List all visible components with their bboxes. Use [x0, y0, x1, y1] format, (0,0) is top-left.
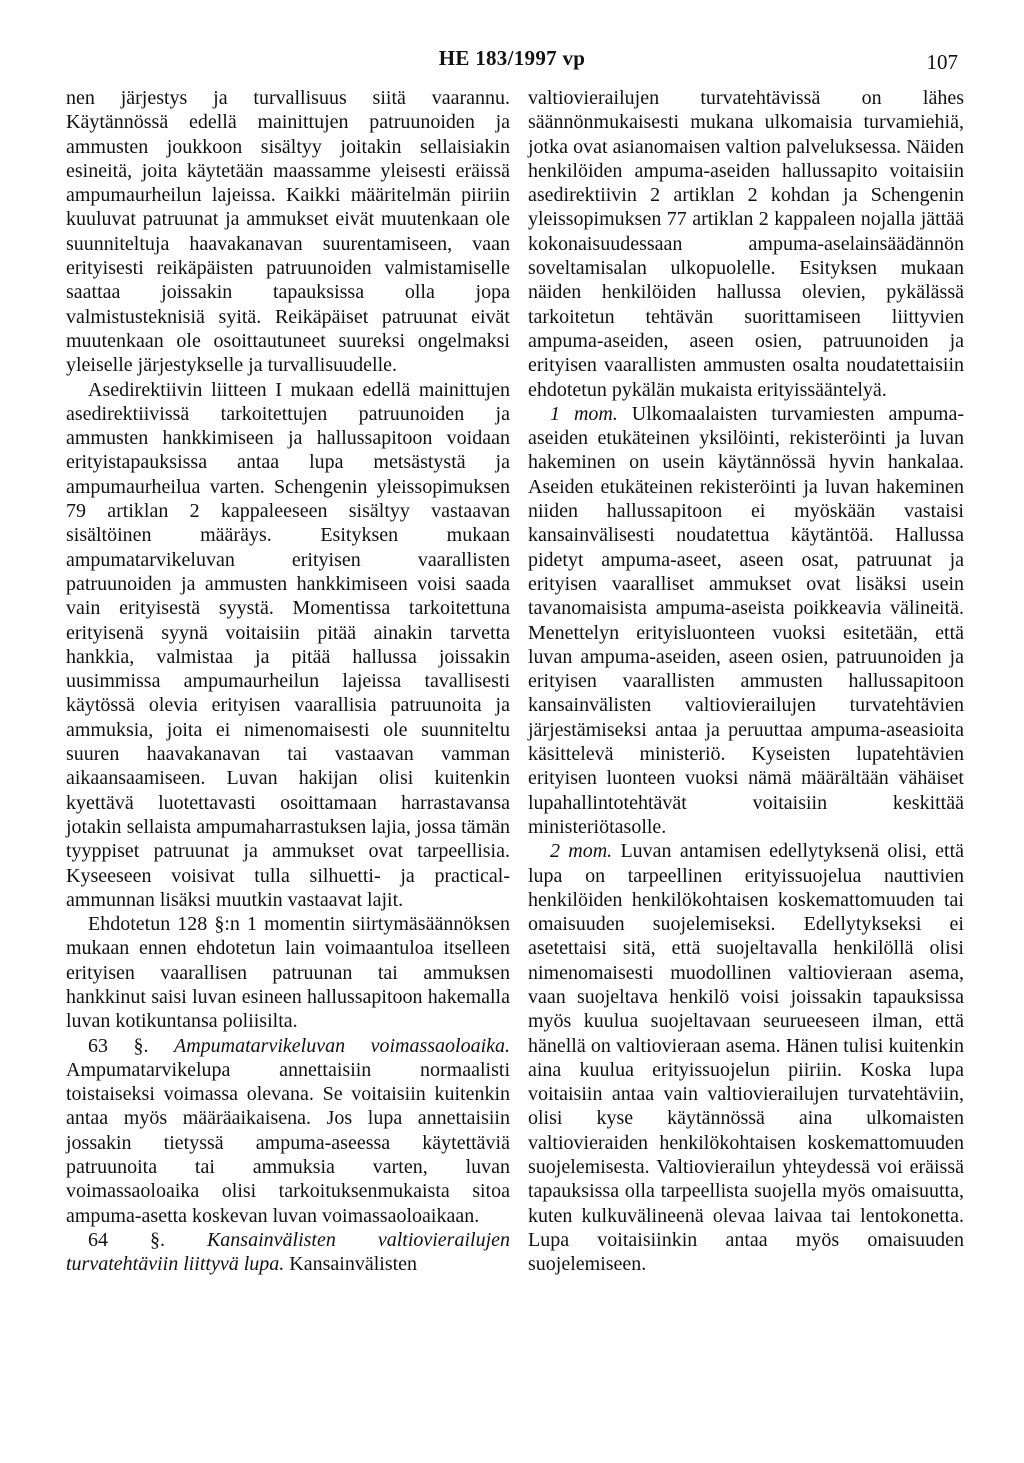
- section-number: 64 §.: [88, 1228, 165, 1251]
- moment-body: Luvan antamisen edellytyksenä olisi, että lupa on tarpeellinen erityissuojelua nauttivien henkilöiden henkilökohtaisen koskemattomuuden tai omaisuuden suojelemiseksi. Edellytykseksi ei asetettaisi sitä, että suojeltavalla henkilöllä olisi nimenomaisesti muodollinen valtiovieraan asema, vaan suojeltava henkilö voisi joissakin tapauksissa myös kuulua suojeltavaan seurueeseen ilman, että hänellä on valtiovieraan asema. Hänen tulisi kuitenkin aina kuulua erityissuojelun piiriin. Koska lupa voitaisiin antaa vain valtiovierailujen turvatehtäviin, olisi kyse käytännössä aina ulkomaisten valtiovieraiden henkilökohtaisen koskemattomuuden suojelemisesta. Valtiovierailun yhteydessä voi eräissä tapauksissa olla tarpeellista suojella myös omaisuutta, kuten kulkuvälineenä olevaa laivaa tai lentokonetta. Lupa voitaisiinkin antaa myös omaisuuden suojelemiseen.: [528, 840, 965, 1276]
- paragraph: valtiovierailujen turvatehtävissä on lähes säännönmukaisesti mukana ulkomaisia turvamiehiä, jotka ovat asianomaisen valtion palveluksessa. Näiden henkilöiden ampuma-aseiden hallussapito voitaisiin asedirektiivin 2 artiklan 2 kohdan ja Schengenin yleissopimuksen 77 artiklan 2 kappaleen nojalla jättää kokonaisuudessaan ampuma-aselainsäädännön soveltamisalan ulkopuolelle. Esityksen mukaan näiden henkilöiden hallussa olevien, pykälässä tarkoitetun tehtävän suorittamiseen liittyvien ampuma-aseiden, aseen osien, patruunoiden ja erityisen vaarallisten ammusten osalta noudatettaisiin ehdotetun pykälän mukaista erityissääntelyä.: [528, 87, 964, 401]
- page-number: 107: [926, 50, 958, 74]
- section-number: 63 §.: [88, 1034, 149, 1057]
- paragraph: Ehdotetun 128 §:n 1 momentin siirtymäsäännöksen mukaan ennen ehdotetun lain voimaantuloa itselleen erityisen vaarallisen patruunan tai ammuksen hankkinut saisi luvan esineen hallussapitoon hakemalla luvan kotikuntansa poliisilta.: [66, 913, 510, 1033]
- paragraph: Asedirektiivin liitteen I mukaan edellä mainittujen asedirektiivissä tarkoitettujen patruunoiden ja ammusten hankkimiseen ja hallussapitoon voidaan erityistapauksissa antaa lupa metsästystä ja ampumaurheilua varten. Schengenin yleissopimuksen 79 artiklan 2 kappaleeseen sisältyy vastaavan sisältöinen määräys. Esityksen mukaan ampumatarvikeluvan erityisen vaarallisten patruunoiden ja ammusten hankkimiseen voisi saada vain erityisestä syystä. Momentissa tarkoitettuna erityisenä syynä voitaisiin pitää ainakin tarvetta hankkia, valmistaa ja pitää hallussa joissakin uusimmissa ampumaurheilun lajeissa tavallisesti käytössä olevia erityisen vaarallisia patruunoita ja ammuksia, joita ei nimenomaisesti ole suunniteltu suuren haavakanavan tai vastaavan vamman aikaansaamiseen. Luvan hakijan olisi kuitenkin kyettävä luotettavasti osoittamaan harrastavansa jotakin sellaista ampumaharrastuksen lajia, jossa tämän tyyppiset patruunat ja ammukset ovat tarpeellisia. Kyseeseen voisivat tulla silhuetti- ja practical-ammunnan lisäksi muutkin vastaavat lajit.: [66, 378, 510, 911]
- moment-1-paragraph: [528, 402, 964, 839]
- section-body: Kansainvälisten: [289, 1253, 418, 1276]
- section-heading: Ampumatarvikeluvan voimassaoloaika.: [174, 1034, 510, 1057]
- section-body: Ampumatarvikelupa annettaisiin normaalisti toistaiseksi voimassa olevana. Se voitaisiin kuitenkin antaa myös määräaikaisena. Jos lupa annettaisiin jossakin tietyssä ampuma-aseessa käytettäviä patruunoita tai ammuksia varten, luvan voimassaoloaika olisi tarkoituksenmukaista sitoa ampuma-asetta koskevan luvan voimassaoloaikaan.: [66, 1058, 510, 1227]
- section-63-paragraph: [66, 1034, 510, 1228]
- paragraph: nen järjestys ja turvallisuus siitä vaarannu. Käytännössä edellä mainittujen patruunoiden ja ammusten joukkoon sisältyy joitakin sellaisiakin esineitä, joita käytetään maassamme yleisesti eräissä ampumaurheilun lajeissa. Kaikki määritelmän piiriin kuuluvat patruunat ja ammukset eivät muutenkaan ole suunniteltuja haavakanavan suurentamiseen, vaan erityisesti reikäpäisten patruunoiden valmistamiselle saattaa joissakin tapauksissa olla jopa valmistusteknisiä syitä. Reikäpäiset patruunat eivät muutenkaan ole osoittautuneet suureksi ongelmaksi yleiselle järjestykselle ja turvallisuudelle.: [66, 87, 510, 377]
- moment-label: 1 mom.: [550, 402, 618, 425]
- section-64-paragraph: [66, 1228, 510, 1277]
- document-reference: HE 183/1997 vp: [438, 46, 586, 70]
- moment-label: 2 mom.: [550, 840, 613, 863]
- moment-body: Ulkomaalaisten turvamiesten ampuma-aseiden etukäteinen yksilöinti, rekisteröinti ja luvan hakeminen on usein käytännössä hyvin hankalaa. Aseiden etukäteinen rekisteröinti ja luvan hakeminen niiden hallussapitoon ei myöskään vastaisi kansainvälisesti noudatettua käytäntöä. Hallussa pidetyt ampuma-aseet, aseen osat, patruunat ja erityisen vaaralliset ammukset ovat lisäksi usein tavanomaisista ampuma-aseista poikkeavia välineitä. Menettelyn erityisluonteen vuoksi esitetään, että luvan ampuma-aseiden, aseen osien, patruunoiden ja erityisen vaarallisten ammusten hallussapitoon kansainvälisten valtiovierailujen turvatehtävien järjestämiseksi antaa ja peruuttaa ampuma-aseasioita käsittelevä ministeriö. Kyseisten lupatehtävien erityisen luonteen vuoksi nämä määrältään vähäiset lupahallintotehtävät voitaisiin keskittää ministeriötasolle.: [528, 402, 964, 838]
- moment-2-paragraph: [528, 839, 964, 1276]
- left-column: [66, 86, 510, 1277]
- section-heading: Kansainvälisten valtiovierailujen turvatehtäviin liittyvä lupa.: [66, 1228, 511, 1276]
- page-header: [0, 42, 1024, 76]
- right-column: [528, 86, 964, 1277]
